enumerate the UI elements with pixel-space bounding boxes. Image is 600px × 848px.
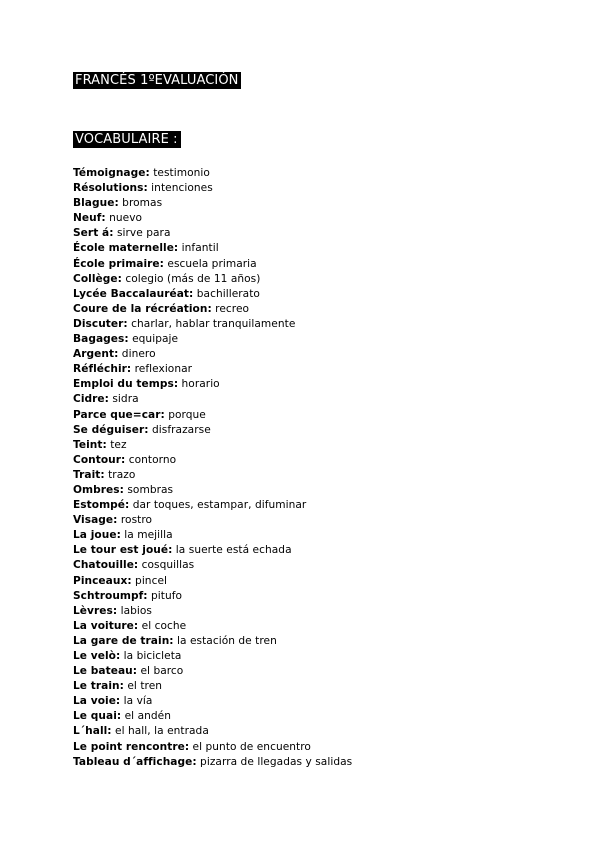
vocabulary-term: École maternelle:: [73, 242, 179, 255]
vocabulary-translation: recreo: [211, 302, 250, 315]
vocabulary-term: Témoignage:: [73, 167, 150, 179]
vocabulary-term: La voie:: [73, 695, 121, 708]
vocabulary-item: [73, 241, 352, 256]
vocabulary-item: [73, 513, 352, 528]
vocabulary-term: Discuter:: [73, 317, 128, 330]
vocabulary-item: [73, 181, 352, 196]
vocabulary-term: Blague:: [73, 197, 119, 210]
vocabulary-translation: sirve para: [113, 227, 171, 240]
vocabulary-translation: el punto de encuentro: [189, 740, 311, 753]
vocabulary-item: [73, 211, 352, 226]
vocabulary-term: Lycée Baccalauréat:: [73, 287, 194, 300]
vocabulary-item: [73, 302, 352, 317]
vocabulary-term: Ombres:: [73, 483, 124, 496]
vocabulary-translation: el tren: [123, 680, 163, 693]
vocabulary-translation: infantil: [178, 242, 219, 255]
vocabulary-translation: la suerte está echada: [172, 544, 292, 557]
vocabulary-translation: horario: [178, 378, 220, 391]
vocabulary-item: [73, 483, 352, 498]
vocabulary-translation: pitufo: [147, 589, 183, 602]
vocabulary-term: Estompé:: [73, 499, 130, 512]
vocabulary-term: Collège:: [73, 272, 122, 285]
vocabulary-term: Contour:: [73, 453, 126, 466]
vocabulary-translation: labios: [117, 604, 152, 617]
vocabulary-term: Le quai:: [73, 710, 122, 723]
vocabulary-item: [73, 226, 352, 241]
vocabulary-item: [73, 438, 352, 453]
vocabulary-item: [73, 664, 352, 679]
vocabulary-item: [73, 362, 352, 377]
vocabulary-item: [73, 574, 352, 589]
vocabulary-term: Argent:: [73, 348, 119, 361]
vocabulary-term: Lèvres:: [73, 604, 118, 617]
vocabulary-item: [73, 272, 352, 287]
vocabulary-translation: colegio (más de 11 años): [121, 272, 261, 285]
vocabulary-item: [73, 619, 352, 634]
vocabulary-term: Pinceaux:: [73, 574, 132, 587]
vocabulary-item: [73, 257, 352, 272]
vocabulary-translation: la bicicleta: [120, 650, 182, 662]
vocabulary-term: Teint:: [73, 438, 107, 451]
vocabulary-translation: bachillerato: [193, 287, 260, 300]
document-title: FRANCÉS 1ºEVALUACIÓN: [73, 72, 241, 89]
vocabulary-term: Se déguiser:: [73, 423, 149, 436]
vocabulary-term: Le tour est joué:: [73, 544, 173, 557]
vocabulary-term: La joue:: [73, 529, 121, 542]
vocabulary-item: [73, 694, 352, 709]
vocabulary-item: [73, 724, 352, 739]
vocabulary-translation: contorno: [125, 453, 177, 466]
vocabulary-item: [73, 649, 352, 664]
vocabulary-item: [73, 166, 352, 181]
vocabulary-term: Trait:: [73, 468, 105, 481]
vocabulary-item: [73, 589, 352, 604]
vocabulary-translation: nuevo: [105, 212, 143, 225]
vocabulary-item: [73, 498, 352, 513]
vocabulary-term: Cidre:: [73, 393, 109, 406]
vocabulary-translation: dinero: [118, 348, 156, 361]
vocabulary-term: Résolutions:: [73, 182, 148, 195]
vocabulary-translation: porque: [164, 408, 206, 421]
vocabulary-list: [73, 166, 352, 770]
vocabulary-translation: pincel: [131, 574, 168, 587]
vocabulary-term: Neuf:: [73, 212, 106, 225]
vocabulary-item: [73, 453, 352, 468]
vocabulary-term: Sert á:: [73, 227, 114, 240]
vocabulary-item: [73, 740, 352, 755]
vocabulary-item: [73, 392, 352, 407]
vocabulary-translation: pizarra de llegadas y salidas: [196, 755, 353, 768]
vocabulary-translation: la estación de tren: [173, 634, 277, 647]
vocabulary-item: [73, 317, 352, 332]
vocabulary-translation: dar toques, estampar, difuminar: [129, 499, 307, 512]
vocabulary-translation: trazo: [104, 468, 136, 481]
vocabulary-translation: rostro: [117, 514, 153, 527]
vocabulary-item: [73, 634, 352, 649]
vocabulary-item: [73, 558, 352, 573]
vocabulary-term: Réfléchir:: [73, 363, 132, 376]
vocabulary-item: [73, 709, 352, 724]
vocabulary-item: [73, 287, 352, 302]
vocabulary-term: Bagages:: [73, 333, 129, 346]
vocabulary-item: [73, 332, 352, 347]
vocabulary-translation: el andén: [121, 710, 171, 723]
vocabulary-translation: disfrazarse: [148, 423, 211, 436]
vocabulary-term: Le bateau:: [73, 665, 138, 678]
vocabulary-term: Coure de la récréation:: [73, 302, 212, 315]
vocabulary-term: Visage:: [73, 514, 118, 527]
vocabulary-translation: tez: [106, 438, 127, 451]
vocabulary-item: [73, 604, 352, 619]
vocabulary-term: Parce que=car:: [73, 408, 165, 421]
vocabulary-translation: la vía: [120, 695, 153, 708]
vocabulary-translation: escuela primaria: [163, 257, 257, 270]
vocabulary-term: Le velò:: [73, 650, 121, 662]
vocabulary-term: Chatouille:: [73, 559, 139, 572]
vocabulary-item: [73, 377, 352, 392]
vocabulary-translation: bromas: [118, 197, 163, 210]
vocabulary-item: [73, 543, 352, 558]
vocabulary-translation: testimonio: [149, 167, 210, 179]
vocabulary-translation: reflexionar: [131, 363, 193, 376]
vocabulary-item: [73, 755, 352, 770]
vocabulary-term: Le point rencontre:: [73, 740, 190, 753]
vocabulary-translation: sombras: [123, 483, 174, 496]
vocabulary-item: [73, 408, 352, 423]
vocabulary-heading: VOCABULAIRE :: [73, 131, 181, 148]
vocabulary-item: [73, 196, 352, 211]
vocabulary-item: [73, 679, 352, 694]
vocabulary-translation: intenciones: [147, 182, 213, 195]
vocabulary-translation: el coche: [138, 619, 187, 632]
vocabulary-item: [73, 468, 352, 483]
vocabulary-translation: sidra: [108, 393, 139, 406]
vocabulary-translation: equipaje: [128, 333, 179, 346]
vocabulary-translation: el hall, la entrada: [111, 725, 209, 738]
vocabulary-item: [73, 528, 352, 543]
vocabulary-term: Emploi du temps:: [73, 378, 179, 391]
vocabulary-translation: charlar, hablar tranquilamente: [127, 317, 296, 330]
vocabulary-translation: el barco: [137, 665, 184, 678]
vocabulary-term: La gare de train:: [73, 634, 174, 647]
vocabulary-term: Le train:: [73, 680, 124, 693]
vocabulary-term: Schtroumpf:: [73, 589, 148, 602]
vocabulary-term: La voiture:: [73, 619, 139, 632]
vocabulary-term: Tableau d´affichage:: [73, 755, 197, 768]
vocabulary-translation: la mejilla: [120, 529, 173, 542]
vocabulary-term: L´hall:: [73, 725, 112, 738]
vocabulary-item: [73, 423, 352, 438]
vocabulary-item: [73, 347, 352, 362]
vocabulary-translation: cosquillas: [138, 559, 195, 572]
vocabulary-term: École primaire:: [73, 257, 164, 270]
